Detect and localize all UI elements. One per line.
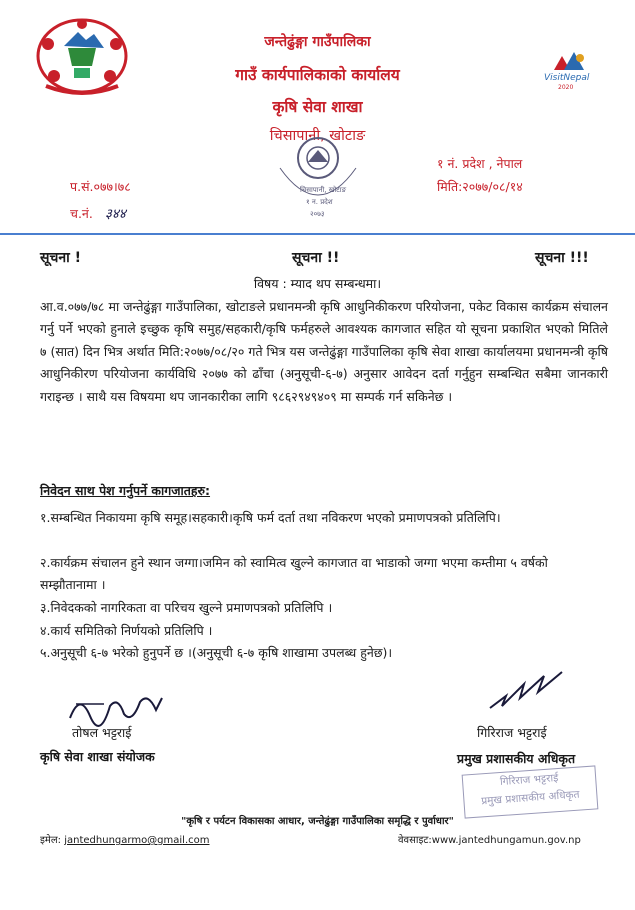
documents-heading: निवेदन साथ पेश गर्नुपर्ने कागजातहरु: [40,483,211,498]
footer-website [398,832,581,846]
svg-text:VisitNepal: VisitNepal [544,73,590,83]
left-signatory-name: तोषल भट्टराई [72,725,132,740]
municipality-name: जन्तेढुंङ्गा गाउँपालिका [264,34,371,50]
document-item-2: २.कार्यक्रम संचालन हुने स्थान जग्गा।जमिन को स्वामित्व खुल्ने कागजात वा भाडाको जग्गा भएमा कम्तीमा ५ वर्षको सम्झौतानामा । [40,555,548,593]
right-handwritten-signature [486,668,566,716]
body-paragraph: आ.व.०७७/७८ मा जन्तेढुंङ्गा गाउँपालिका, खोटाङले प्रधानमन्त्री कृषि आधुनिकीकरण परियोजना, पकेट विकास कार्यक्रम संचालन गर्नु पर्ने भएको हुनाले इच्छुक कृषि समुह/सहकारी/कृषि फर्महरुले आवश्यक कागजात सहित यो सूचना प्रकाशित भएको मितिले ७ (सात) दिन भित्र अर्थात मिति:२०७७/०८/२० गते भित्र यस जन्तेढुंङ्गा गाउँपालिका कृषि सेवा शाखा कार्यालयमा प्रधानमन्त्री कृषि आधुनिकीरण परियोजना कार्यविधि २०७७ को ढाँचा (अनुसूची-६-७) अनुसार आवेदन दर्ता गर्नुहुन सम्बन्धित सबैमा जानकारी गराइन्छ । साथै यस विषयमा थप जानकारीका लागि ९८६२९४९४०९ मा सम्पर्क गर्न सकिनेछ । [40,299,608,404]
left-signatory-title: कृषि सेवा शाखा संयोजक [40,749,155,764]
header-divider [0,233,635,235]
email-label: इमेल: [40,835,62,846]
office-address: चिसापानी, खोटाङ [269,128,366,144]
svg-text:चिसापानी, खोटाङ: चिसापानी, खोटाङ [300,186,347,194]
dispatch-number-label: च.नं. [70,206,93,221]
website-label: वेवसाइट: [398,835,432,846]
email-link[interactable]: jantedhungarmo@gmail.com [64,835,210,846]
name-stamp [462,765,599,818]
footer-email [40,832,210,846]
name-stamp-name: गिरिराज भट्टराई [499,772,559,789]
office-name: गाउँ कार्यपालिकाको कार्यालय [235,66,400,84]
dispatch-number-value: ३४४ [104,206,126,222]
right-signatory-title: प्रमुख प्रशासकीय अधिकृत [457,751,576,766]
letter-date: मिति:२०७७/०८/१४ [437,179,523,194]
name-stamp-title: प्रमुख प्रशासकीय अधिकृत [480,788,580,808]
notice-label-3: सूचना !!! [535,250,589,266]
notice-label-2: सूचना !! [292,250,340,266]
notice-label-1: सूचना ! [40,250,82,266]
left-handwritten-signature [66,688,166,728]
province-text: १ नं. प्रदेश , नेपाल [437,156,523,171]
document-item-5: ५.अनुसूची ६-७ भरेको हुनुपर्ने छ ।(अनुसूची ६-७ कृषि शाखामा उपलब्ध हुनेछ)। [40,645,393,660]
reference-number: प.सं.०७७।७८ [70,179,131,194]
svg-text:२०७३: २०७३ [310,210,325,218]
document-item-1: १.सम्बन्धित निकायमा कृषि समूह।सहकारी।कृषि फर्म दर्ता तथा नविकरण भएको प्रमाणपत्रको प्रतिलिपि। [40,510,501,525]
office-round-stamp [262,118,374,230]
dispatch-number [70,204,126,222]
footer-slogan: "कृषि र पर्यटन विकासका आधार, जन्तेढुंङ्गा गाउँपालिका समृद्धि र पुर्वाधार" [181,816,454,827]
website-link[interactable]: www.jantedhungamun.gov.np [431,835,581,846]
svg-text:१ न. प्रदेश: १ न. प्रदेश [306,198,333,206]
document-item-4: ४.कार्य समितिको निर्णयको प्रतिलिपि । [40,623,213,638]
right-signatory-name: गिरिराज भट्टराई [477,725,547,740]
svg-text:2020: 2020 [558,84,574,91]
subject-line: विषय : म्याद थप सम्बन्धमा। [253,276,382,291]
branch-name: कृषि सेवा शाखा [272,98,363,116]
document-item-3: ३.निवेदकको नागरिकता वा परिचय खुल्ने प्रमाणपत्रको प्रतिलिपि । [40,600,333,615]
visit-nepal-logo-icon [540,48,596,92]
